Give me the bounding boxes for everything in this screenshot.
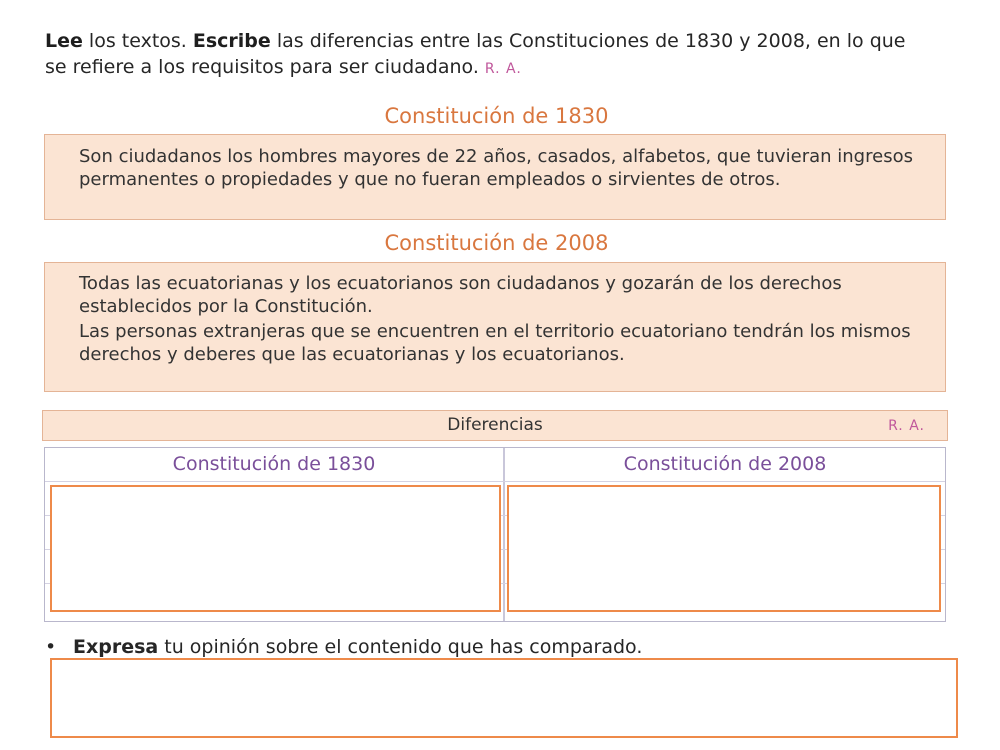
ra-label: R. A. bbox=[484, 61, 522, 77]
section-2008-paragraph-1: Todas las ecuatorianas y los ecuatorianos son ciudadanos y gozarán de los derechos establecidos por la Constitución. bbox=[79, 273, 842, 317]
differences-header bbox=[42, 410, 948, 441]
section-1830-text: Son ciudadanos los hombres mayores de 22 años, casados, alfabetos, que tuvieran ingresos permanentes o propiedades y que no fueran empleados o sirvientes de otros. bbox=[79, 146, 913, 190]
bullet-icon: • bbox=[45, 636, 57, 658]
answer-box-2008[interactable] bbox=[507, 485, 941, 612]
section-2008-box bbox=[44, 262, 946, 392]
opinion-prompt bbox=[45, 636, 642, 658]
differences-title: Diferencias bbox=[447, 415, 543, 435]
instruction-verb-lee: Lee bbox=[45, 30, 83, 52]
column-divider bbox=[503, 448, 505, 621]
answer-box-1830[interactable] bbox=[50, 485, 501, 612]
column-header-2008: Constitución de 2008 bbox=[623, 453, 827, 475]
column-header-1830: Constitución de 1830 bbox=[172, 453, 376, 475]
answer-box-opinion[interactable] bbox=[50, 658, 958, 738]
section-2008-paragraph-2: Las personas extranjeras que se encuentren en el territorio ecuatoriano tendrán los mismos derechos y deberes que las ecuatorianas y los ecuatorianos. bbox=[79, 321, 911, 365]
section-2008-title: Constitución de 2008 bbox=[384, 231, 609, 255]
section-1830-title: Constitución de 1830 bbox=[384, 104, 609, 128]
instructions bbox=[45, 28, 925, 82]
opinion-verb: Expresa bbox=[73, 636, 159, 658]
section-1830-box bbox=[44, 134, 946, 220]
opinion-text: tu opinión sobre el contenido que has comparado. bbox=[158, 636, 643, 658]
table-row-line bbox=[45, 481, 945, 482]
instruction-text-2: las diferencias entre las Constituciones de 1830 y 2008, en lo que se refiere a los requisitos para ser ciudadano. bbox=[45, 30, 906, 78]
instruction-text-1: los textos. bbox=[82, 30, 193, 52]
instruction-verb-escribe: Escribe bbox=[192, 30, 271, 52]
differences-ra-label: R. A. bbox=[888, 418, 925, 434]
